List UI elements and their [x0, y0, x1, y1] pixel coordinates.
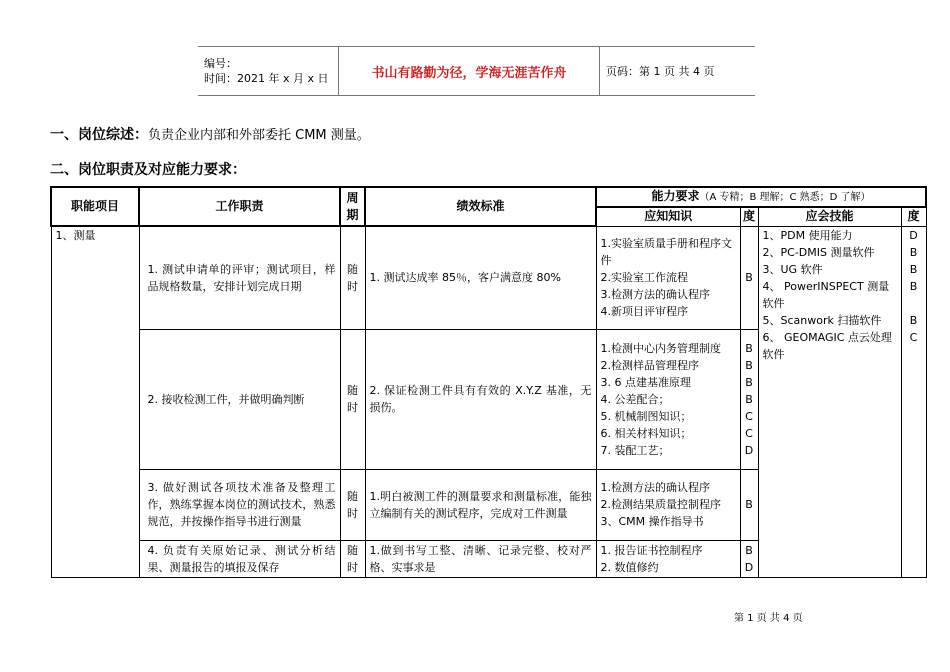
- header-degree-skills: 度: [901, 207, 926, 226]
- header-slogan: 书山有路勤为径，学海无涯苦作舟: [339, 47, 600, 96]
- standard-cell: 1.明白被测工件的测量要求和测量标准，能独立编制有关的测试程序，完成对工件测量: [365, 469, 596, 540]
- knowledge-cell: 1.实验室质量手册和程序文件 2.实验室工作流程 3.检测方法的确认程序 4.新项目评审程序: [596, 226, 740, 329]
- date-label: 时间：2021 年 x 月 x 日: [204, 72, 329, 85]
- degree-cell: B B B B C C D: [740, 329, 758, 469]
- header-page-info: 页码：第 1 页 共 4 页: [600, 47, 756, 96]
- knowledge-cell: 1.检测方法的确认程序 2.检测结果质量控制程序 3、CMM 操作指导书: [596, 469, 740, 540]
- duties-table: [50, 186, 927, 578]
- duty-cell: 2. 接收检测工件，并做明确判断: [139, 329, 340, 469]
- page-footer: 第 1 页 共 4 页: [734, 613, 803, 624]
- knowledge-cell: 1. 报告证书控制程序 2. 数值修约: [596, 540, 740, 577]
- section-duties-heading: 二、岗位职责及对应能力要求：: [50, 162, 246, 178]
- period-cell: 随时: [340, 226, 365, 329]
- header-ability-note: （A 专精；B 理解；C 熟悉；D 了解）: [699, 192, 871, 203]
- section-overview: [50, 124, 370, 144]
- standard-cell: 2. 保证检测工件具有有效的 X.Y.Z 基准，无损伤。: [365, 329, 596, 469]
- skills-degree-cell: D B B B B C: [901, 226, 926, 577]
- degree-cell: B D: [740, 540, 758, 577]
- section-duties: [50, 159, 246, 179]
- header-period: 周期: [340, 187, 365, 226]
- header-knowledge: 应知知识: [596, 207, 740, 226]
- number-label: 编号：: [204, 57, 237, 70]
- function-item: 1、测量: [51, 226, 139, 577]
- header-ability: [596, 187, 926, 207]
- header-meta: [198, 47, 339, 96]
- header-degree: 度: [740, 207, 758, 226]
- skills-cell: 1、PDM 使用能力 2、PC-DMIS 测量软件 3、UG 软件 4、 PowerINSPECT 测量软件 5、Scanwork 扫描软件 6、 GEOMAGIC 点云处理软件: [758, 226, 901, 577]
- duty-cell: 1. 测试申请单的评审；测试项目，样品规格数量，安排计划完成日期: [139, 226, 340, 329]
- header-standard: 绩效标准: [365, 187, 596, 226]
- period-cell: 随时: [340, 469, 365, 540]
- period-cell: 随时: [340, 540, 365, 577]
- header-duty: 工作职责: [139, 187, 340, 226]
- page-header: [198, 46, 755, 96]
- degree-cell: B: [740, 469, 758, 540]
- header-skills: 应会技能: [758, 207, 901, 226]
- section-overview-heading: 一、岗位综述：: [50, 127, 148, 143]
- header-function: 职能项目: [51, 187, 139, 226]
- duty-cell: 4. 负责有关原始记录、测试分析结果、测量报告的填报及保存: [139, 540, 340, 577]
- section-overview-text: 负责企业内部和外部委托 CMM 测量。: [148, 128, 370, 143]
- table-row: [51, 226, 926, 329]
- header-ability-label: 能力要求: [651, 189, 700, 203]
- degree-cell: B: [740, 226, 758, 329]
- standard-cell: 1. 测试达成率 85％，客户满意度 80%: [365, 226, 596, 329]
- period-cell: 随时: [340, 329, 365, 469]
- duty-cell: 3. 做好测试各项技术准备及整理工作，熟练掌握本岗位的测试技术，熟悉规范，并按操作指导书进行测量: [139, 469, 340, 540]
- knowledge-cell: 1.检测中心内务管理制度 2.检测样品管理程序 3. 6 点建基准原理 4. 公差配合； 5. 机械制图知识； 6. 相关材料知识； 7. 装配工艺；: [596, 329, 740, 469]
- standard-cell: 1.做到书写工整、清晰、记录完整、校对严格、实事求是: [365, 540, 596, 577]
